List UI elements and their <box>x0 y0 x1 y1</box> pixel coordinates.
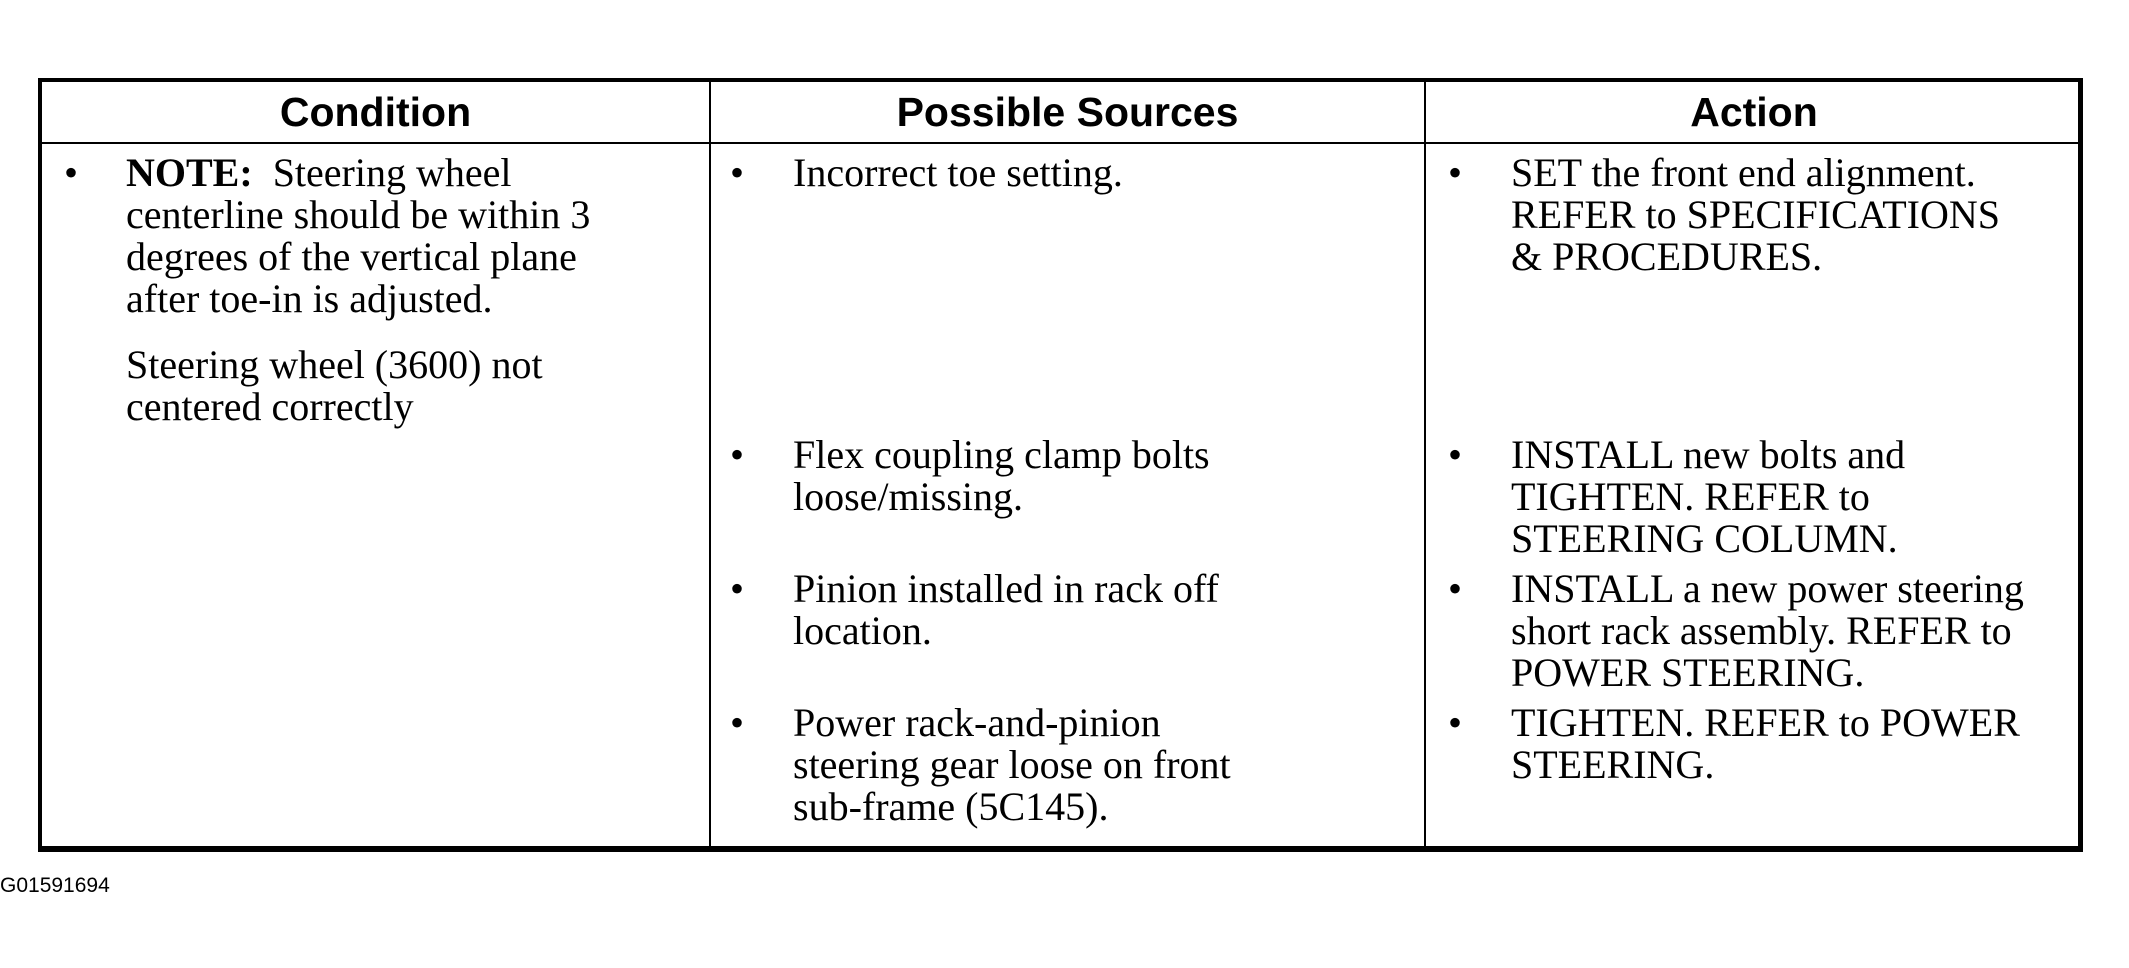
source-line: Flex coupling clamp bolts <box>793 432 1210 477</box>
note-line-3: degrees of the vertical plane <box>126 234 577 279</box>
action-line: INSTALL a new power steering <box>1511 566 2024 611</box>
header-action: Action <box>1690 88 1818 135</box>
source-line: Incorrect toe setting. <box>793 150 1123 195</box>
source-item <box>793 568 1219 652</box>
source-item <box>793 152 1123 194</box>
action-bullet: • <box>1448 566 1463 611</box>
action-item <box>1511 702 2020 786</box>
source-item <box>793 702 1231 828</box>
action-line: INSTALL new bolts and <box>1511 432 1906 477</box>
source-line: sub-frame (5C145). <box>793 784 1109 829</box>
note-line-2: centerline should be within 3 <box>126 192 591 237</box>
source-line: steering gear loose on front <box>793 742 1231 787</box>
source-bullet: • <box>730 700 745 745</box>
condition-line-2: centered correctly <box>126 384 414 429</box>
action-line: STEERING. <box>1511 742 1715 787</box>
diagnosis-table <box>38 78 2083 852</box>
condition-note <box>126 152 590 320</box>
action-item <box>1511 568 2024 694</box>
action-bullet: • <box>1448 700 1463 745</box>
note-label: NOTE: <box>126 150 253 195</box>
action-line: short rack assembly. REFER to <box>1511 608 2012 653</box>
condition-text <box>126 344 543 428</box>
source-bullet: • <box>730 566 745 611</box>
action-line: TIGHTEN. REFER to <box>1511 474 1870 519</box>
condition-bullet: • <box>64 150 79 195</box>
column-divider <box>1424 82 1426 846</box>
source-item <box>793 434 1210 518</box>
action-bullet: • <box>1448 432 1463 477</box>
source-line: loose/missing. <box>793 474 1024 519</box>
note-line-1-text: Steering wheel <box>272 150 512 195</box>
source-bullet: • <box>730 432 745 477</box>
header-possible-sources: Possible Sources <box>896 88 1239 135</box>
action-item <box>1511 152 2000 278</box>
action-line: TIGHTEN. REFER to POWER <box>1511 700 2020 745</box>
source-line: Pinion installed in rack off <box>793 566 1219 611</box>
figure-id: G01591694 <box>0 874 110 897</box>
action-line: & PROCEDURES. <box>1511 234 1823 279</box>
action-line: STEERING COLUMN. <box>1511 516 1898 561</box>
action-item <box>1511 434 1905 560</box>
source-bullet: • <box>730 150 745 195</box>
action-line: REFER to SPECIFICATIONS <box>1511 192 2000 237</box>
action-line: POWER STEERING. <box>1511 650 1865 695</box>
action-bullet: • <box>1448 150 1463 195</box>
source-line: location. <box>793 608 932 653</box>
source-line: Power rack-and-pinion <box>793 700 1161 745</box>
header-divider <box>42 142 2078 144</box>
note-line-1 <box>126 152 590 194</box>
header-condition: Condition <box>279 88 472 135</box>
note-line-4: after toe-in is adjusted. <box>126 276 493 321</box>
column-divider <box>709 82 711 846</box>
condition-line-1: Steering wheel (3600) not <box>126 342 543 387</box>
action-line: SET the front end alignment. <box>1511 150 1976 195</box>
